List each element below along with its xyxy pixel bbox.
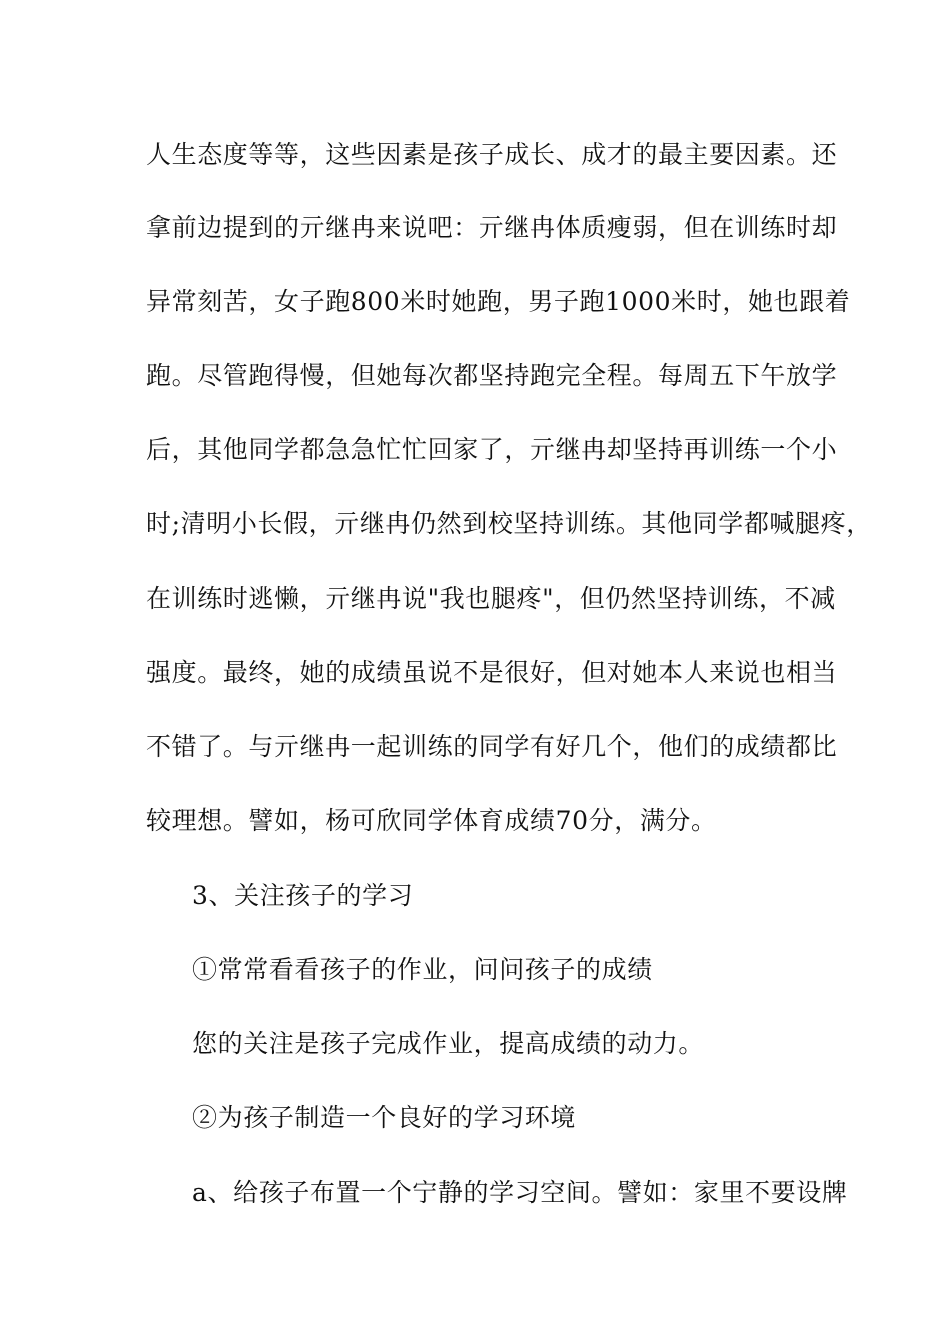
paragraph-line: 时;清明小长假，亓继冉仍然到校坚持训练。其他同学都喊腿疼， [146, 509, 872, 538]
paragraph-line: 在训练时逃懒，亓继冉说"我也腿疼"，但仍然坚持训练，不减 [146, 584, 836, 613]
paragraph-line: 人生态度等等，这些因素是孩子成长、成才的最主要因素。还 [146, 140, 838, 169]
paragraph-line: 跑。尽管跑得慢，但她每次都坚持跑完全程。每周五下午放学 [146, 361, 838, 390]
paragraph-line: 异常刻苦，女子跑800米时她跑，男子跑1000米时，她也跟着 [146, 287, 851, 316]
list-item-heading: ②为孩子制造一个良好的学习环境 [192, 1103, 577, 1132]
list-item-text: 您的关注是孩子完成作业，提高成绩的动力。 [192, 1029, 705, 1058]
list-item-heading: ①常常看看孩子的作业，问问孩子的成绩 [192, 955, 653, 984]
paragraph-line: 较理想。譬如，杨可欣同学体育成绩70分，满分。 [146, 806, 717, 835]
paragraph-line: 不错了。与亓继冉一起训练的同学有好几个，他们的成绩都比 [146, 732, 838, 761]
paragraph-line: 后，其他同学都急急忙忙回家了，亓继冉却坚持再训练一个小 [146, 435, 838, 464]
paragraph-line: 拿前边提到的亓继冉来说吧：亓继冉体质瘦弱，但在训练时却 [146, 213, 838, 242]
list-item-text: a、给孩子布置一个宁静的学习空间。譬如：家里不要设牌 [192, 1178, 848, 1207]
section-heading: 3、关注孩子的学习 [192, 881, 414, 910]
paragraph-line: 强度。最终，她的成绩虽说不是很好，但对她本人来说也相当 [146, 658, 838, 687]
